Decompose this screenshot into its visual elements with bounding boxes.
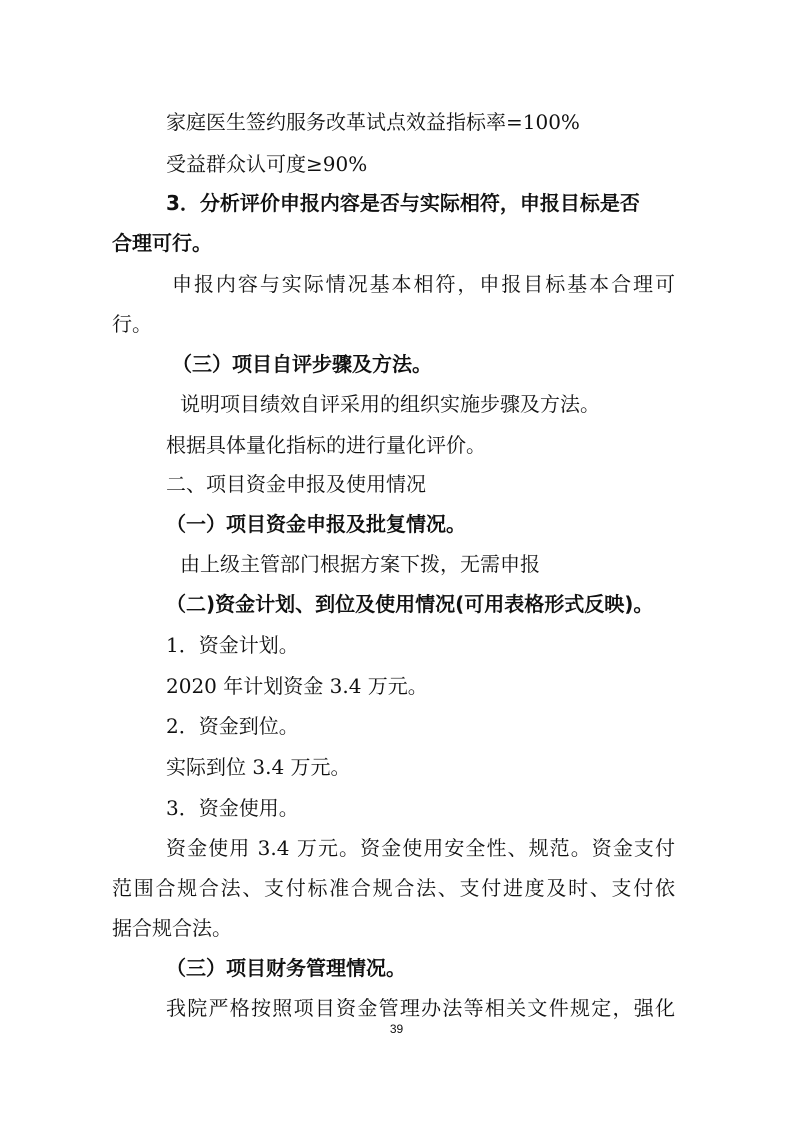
text-line: 受益群众认可度≥90% bbox=[166, 152, 368, 176]
section-heading: （二)资金计划、到位及使用情况(可用表格形式反映)。 bbox=[166, 592, 654, 616]
text-line: 2．资金到位。 bbox=[166, 714, 299, 738]
text-line: 范围合规合法、支付标准合规合法、支付进度及时、支付依 bbox=[112, 876, 675, 900]
text-line: 说明项目绩效自评采用的组织实施步骤及方法。 bbox=[180, 392, 600, 416]
text-line: 申报内容与实际情况基本相符，申报目标基本合理可 bbox=[172, 272, 675, 296]
section-heading: （三）项目财务管理情况。 bbox=[166, 956, 406, 980]
section-heading: 3．分析评价申报内容是否与实际相符，申报目标是否 bbox=[166, 191, 640, 215]
page-number: 39 bbox=[389, 1022, 404, 1036]
text-line: 实际到位 3.4 万元。 bbox=[166, 755, 351, 779]
section-heading: （一）项目资金申报及批复情况。 bbox=[166, 512, 466, 536]
text-line: 1．资金计划。 bbox=[166, 633, 299, 657]
text-line: 家庭医生签约服务改革试点效益指标率=100% bbox=[166, 110, 580, 134]
chapter-heading: 二、项目资金申报及使用情况 bbox=[166, 472, 426, 496]
text-line: 由上级主管部门根据方案下拨，无需申报 bbox=[180, 552, 540, 576]
section-heading: （三）项目自评步骤及方法。 bbox=[172, 352, 432, 376]
section-heading: 合理可行。 bbox=[112, 231, 212, 255]
text-line: 行。 bbox=[112, 312, 152, 336]
text-line: 我院严格按照项目资金管理办法等相关文件规定，强化 bbox=[166, 996, 675, 1020]
text-line: 据合规合法。 bbox=[112, 916, 232, 940]
text-line: 3．资金使用。 bbox=[166, 796, 299, 820]
text-line: 2020 年计划资金 3.4 万元。 bbox=[166, 674, 428, 698]
text-line: 资金使用 3.4 万元。资金使用安全性、规范。资金支付 bbox=[166, 836, 675, 860]
text-line: 根据具体量化指标的进行量化评价。 bbox=[166, 433, 486, 457]
